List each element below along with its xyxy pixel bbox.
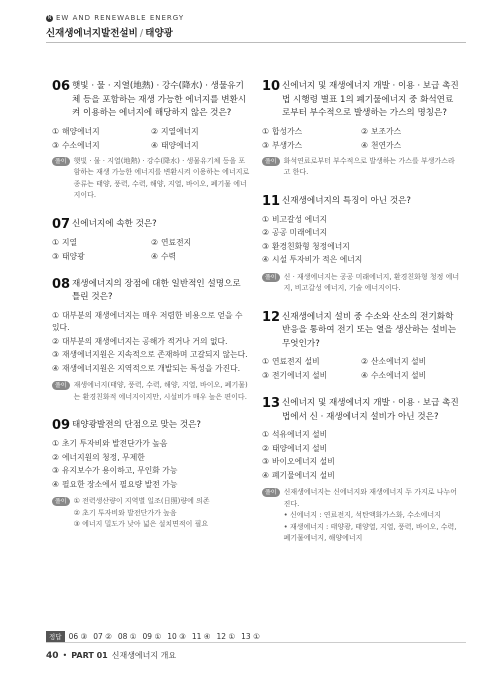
solution-line: ③ 에너지 밀도가 낮아 넓은 설치면적이 필요 <box>73 520 209 528</box>
solution-line: • 신에너지 : 연료전지, 석탄액화가스화, 수소에너지 <box>283 511 441 519</box>
option-text: 석유에너지 설비 <box>272 430 328 439</box>
option-item <box>52 251 151 262</box>
option-text: 산소에너지 설비 <box>371 357 427 366</box>
answer-item: 06 ③ <box>68 632 88 641</box>
book-title <box>46 25 466 39</box>
solution-lines <box>284 156 460 179</box>
answer-item: 09 ① <box>142 632 162 641</box>
option-number: ① <box>52 439 59 448</box>
question-head <box>52 419 250 433</box>
solution-badge: 풀이 <box>52 381 70 390</box>
option-item <box>262 140 361 151</box>
solution-badge: 풀이 <box>52 497 70 506</box>
option-item <box>52 310 250 335</box>
option-item <box>262 470 460 483</box>
question-head <box>262 80 460 121</box>
option-list <box>52 237 250 262</box>
question-number: 08 <box>52 276 71 292</box>
option-number: ③ <box>262 457 269 466</box>
answer-key <box>46 631 466 642</box>
option-number: ③ <box>52 466 59 475</box>
solution <box>262 487 460 545</box>
option-text: 재생에너지원은 지속적으로 존재하며 고갈되지 않는다. <box>62 350 248 359</box>
question-text: 태양광발전의 단점으로 맞는 것은? <box>72 420 201 430</box>
option-list <box>52 126 250 151</box>
option-text: 해양에너지 <box>62 126 100 136</box>
option-text: 바이오에너지 설비 <box>272 457 335 466</box>
option-list <box>262 126 460 151</box>
solution-line: 신 · 재생에너지는 공공 미래에너지, 환경친화형 청정 에너지, 비고갈성 에너지, 기술 에너지이다. <box>283 272 460 292</box>
option-item <box>262 456 460 469</box>
option-item <box>361 140 460 151</box>
option-number: ④ <box>262 470 269 480</box>
option-number: ② <box>151 237 158 247</box>
option-text: 대부분의 재생에너지는 공해가 적거나 거의 없다. <box>62 336 228 346</box>
question-text: 신재생에너지의 특징이 아닌 것은? <box>282 195 411 206</box>
option-item <box>361 356 460 367</box>
page-number: 40 <box>46 650 59 661</box>
option-text: 수소에너지 설비 <box>371 371 427 380</box>
option-text: 전기에너지 설비 <box>272 371 328 380</box>
left-column <box>52 80 250 547</box>
solution <box>52 496 250 531</box>
option-list <box>262 356 460 381</box>
option-text: 합성가스 <box>272 126 303 136</box>
option-text: 연료전지 <box>161 237 192 247</box>
option-number: ① <box>262 430 269 439</box>
answer-key-label: 정답 <box>46 631 65 642</box>
solution-line: 화석연료로부터 부수적으로 발생하는 가스를 부생가스라고 한다. <box>283 156 455 176</box>
option-item <box>52 479 250 492</box>
option-item <box>52 140 151 151</box>
question-head <box>52 80 250 121</box>
question-number: 12 <box>262 309 281 325</box>
question-head <box>262 397 460 424</box>
option-number: ① <box>52 237 59 247</box>
option-item <box>52 465 250 478</box>
option-list <box>52 438 250 491</box>
solution <box>52 380 250 403</box>
option-text: 비고갈성 에너지 <box>272 214 328 224</box>
question-head <box>262 195 460 209</box>
solution-lines <box>284 272 460 295</box>
question-head <box>52 278 250 305</box>
book-title-level: 태양광 <box>145 28 173 39</box>
solution-badge: 풀이 <box>52 157 70 166</box>
option-text: 태양에너지 <box>161 140 199 150</box>
question-block <box>52 419 250 531</box>
solution <box>52 156 250 202</box>
option-number: ③ <box>262 140 269 150</box>
question-block <box>262 195 460 295</box>
question-block <box>262 80 460 179</box>
option-number: ① <box>262 357 269 366</box>
option-text: 시설 투자비가 적은 에너지 <box>272 255 363 264</box>
answer-item: 12 ① <box>216 632 236 641</box>
option-number: ② <box>262 443 269 453</box>
option-item <box>52 126 151 137</box>
option-number: ③ <box>262 241 269 251</box>
question-number: 11 <box>262 193 281 209</box>
option-number: ④ <box>361 140 368 150</box>
solution-badge: 풀이 <box>262 488 280 497</box>
option-text: 연료전지 설비 <box>272 357 320 366</box>
question-block <box>262 311 460 382</box>
option-number: ③ <box>52 251 59 261</box>
option-text: 수력 <box>161 251 177 261</box>
option-item <box>262 214 460 227</box>
page-header <box>46 14 466 50</box>
option-text: 부생가스 <box>272 140 303 150</box>
solution-line: ① 전력생산량이 지역별 일조(日照)량에 의존 <box>73 497 210 505</box>
option-text: 공공 미래에너지 <box>272 228 328 237</box>
option-number: ③ <box>52 140 59 150</box>
option-number: ② <box>52 452 59 462</box>
question-block <box>52 218 250 262</box>
option-number: ① <box>262 126 269 136</box>
option-number: ① <box>52 310 59 320</box>
solution <box>262 156 460 179</box>
brand-logo: N <box>47 14 52 21</box>
option-number: ④ <box>151 140 158 150</box>
question-text: 신에너지에 속한 것은? <box>72 218 157 229</box>
answer-rule <box>46 642 466 643</box>
option-text: 폐기물에너지 설비 <box>272 470 335 480</box>
solution <box>262 272 460 295</box>
question-text: 신재생에너지 설비 중 수소와 산소의 전기화학 반응을 통하여 전기 또는 열을 생산하는 설비는 무엇인가? <box>282 311 457 349</box>
solution-line: ② 초기 투자비와 발전단가가 높음 <box>73 508 177 517</box>
answer-item: 08 ① <box>117 632 137 641</box>
footer-bullet: • <box>62 651 68 660</box>
option-number: ② <box>361 357 368 366</box>
option-number: ④ <box>151 251 158 261</box>
option-number: ① <box>52 126 59 136</box>
brand-text: EW AND RENEWABLE ENERGY <box>56 14 185 22</box>
option-item <box>52 237 151 248</box>
question-text: 신에너지 및 재생에너지 개발 · 이용 · 보급 촉진법 시행령 별표 1의 폐기물에너지 중 화석연료로부터 부수적으로 발생하는 가스의 명칭은? <box>282 81 459 118</box>
option-item <box>151 251 250 262</box>
option-item <box>361 370 460 381</box>
option-item <box>361 126 460 137</box>
option-text: 재생에너지원은 지역적으로 개발되는 특성을 가진다. <box>62 363 241 373</box>
option-item <box>52 336 250 349</box>
option-text: 보조가스 <box>371 126 402 136</box>
option-text: 지열에너지 <box>161 126 199 136</box>
question-number: 13 <box>262 396 281 411</box>
option-item <box>262 356 361 367</box>
answer-item: 07 ② <box>93 632 112 641</box>
chapter-title: 신재생에너지 개요 <box>111 651 177 660</box>
solution-line: 햇빛 · 물 · 지열(地熱) · 강수(降水) · 생물유기체 등을 포함하는 재생 가능한 에너지를 변환시켜 이용하는 에너지로 종류는 태양, 풍력, 수력, 해양, 지열, 바이오, 폐기물 에너지이다. <box>73 156 250 199</box>
option-item <box>262 443 460 456</box>
option-number: ④ <box>262 255 269 264</box>
option-number: ② <box>262 228 269 237</box>
question-block <box>262 397 460 545</box>
header-rule <box>46 42 466 43</box>
option-text: 수소에너지 <box>62 140 100 150</box>
solution-line: • 재생에너지 : 태양광, 태양열, 지열, 풍력, 바이오, 수력, 폐기물에너지, 해양에너지 <box>283 522 457 542</box>
solution-line: 재생에너지(태양, 풍력, 수력, 해양, 지열, 바이오, 폐기물)는 환경친화적 에너지이지만, 시설비가 매우 높은 편이다. <box>73 381 248 401</box>
option-item <box>151 237 250 248</box>
question-number: 07 <box>52 216 71 232</box>
answer-key-items <box>69 632 266 641</box>
option-item <box>262 254 460 267</box>
title-separator: / <box>139 28 144 39</box>
option-number: ② <box>52 336 59 346</box>
answer-item: 11 ④ <box>191 632 211 641</box>
question-head <box>52 218 250 232</box>
option-item <box>262 227 460 240</box>
question-number: 10 <box>262 79 281 94</box>
solution-badge: 풀이 <box>262 157 280 166</box>
option-item <box>262 126 361 137</box>
solution-lines <box>74 380 250 403</box>
solution-lines <box>74 156 250 202</box>
answer-item: 13 ① <box>241 632 260 641</box>
option-text: 천연가스 <box>371 140 402 150</box>
option-text: 대부분의 재생에너지는 매우 저렴한 비용으로 얻을 수 있다. <box>52 310 243 332</box>
solution-lines <box>74 496 210 531</box>
option-number: ② <box>361 126 368 136</box>
option-item <box>151 126 250 137</box>
question-number: 06 <box>52 79 71 94</box>
option-number: ④ <box>52 363 59 373</box>
question-head <box>262 311 460 352</box>
option-item <box>262 429 460 442</box>
question-block <box>52 278 250 404</box>
option-number: ③ <box>262 371 269 380</box>
answer-item: 10 ③ <box>167 632 186 641</box>
solution-lines <box>284 487 460 545</box>
option-list <box>262 214 460 267</box>
option-number: ④ <box>361 371 368 380</box>
question-block <box>52 80 250 202</box>
question-text: 신에너지 및 재생에너지 개발 · 이용 · 보급 촉진법에서 신 · 재생에너지 설비가 아닌 것은? <box>282 398 459 422</box>
option-number: ② <box>151 126 158 136</box>
option-item <box>52 363 250 376</box>
part-label: PART 01 <box>71 651 108 660</box>
option-text: 유지보수가 용이하고, 무인화 가능 <box>62 466 178 475</box>
question-text: 햇빛 · 물 · 지열(地熱) · 강수(降水) · 생물유기체 등을 포함하는 재생 가능한 에너지를 변환시켜 이용하는 에너지에 해당하지 않은 것은? <box>72 81 247 118</box>
solution-badge: 풀이 <box>262 273 280 282</box>
book-title-main: 신재생에너지발전설비 <box>46 28 138 39</box>
option-text: 태양에너지 설비 <box>272 443 328 453</box>
option-text: 지열 <box>62 237 78 247</box>
option-text: 태양광 <box>62 251 85 261</box>
option-item <box>151 140 250 151</box>
option-text: 초기 투자비와 발전단가가 높음 <box>62 439 168 448</box>
question-text: 재생에너지의 장점에 대한 일반적인 설명으로 틀린 것은? <box>72 278 241 302</box>
option-number: ③ <box>52 350 59 359</box>
question-number: 09 <box>52 418 71 433</box>
page-footer <box>46 650 176 661</box>
option-item <box>52 349 250 362</box>
brand-row <box>46 14 466 22</box>
option-text: 에너지원의 청정, 무제한 <box>62 452 145 462</box>
option-item <box>262 370 361 381</box>
option-item <box>52 438 250 451</box>
option-item <box>262 241 460 254</box>
option-list <box>262 429 460 482</box>
option-text: 필요한 장소에서 필요량 발전 가능 <box>62 479 178 489</box>
option-item <box>52 452 250 465</box>
right-column <box>262 80 460 561</box>
option-list <box>52 310 250 376</box>
solution-line: 신재생에너지는 신에너지와 재생에너지 두 가지로 나누어진다. <box>283 488 458 508</box>
option-text: 환경친화형 청정에너지 <box>272 241 350 251</box>
option-number: ④ <box>52 479 59 489</box>
option-number: ① <box>262 214 269 224</box>
